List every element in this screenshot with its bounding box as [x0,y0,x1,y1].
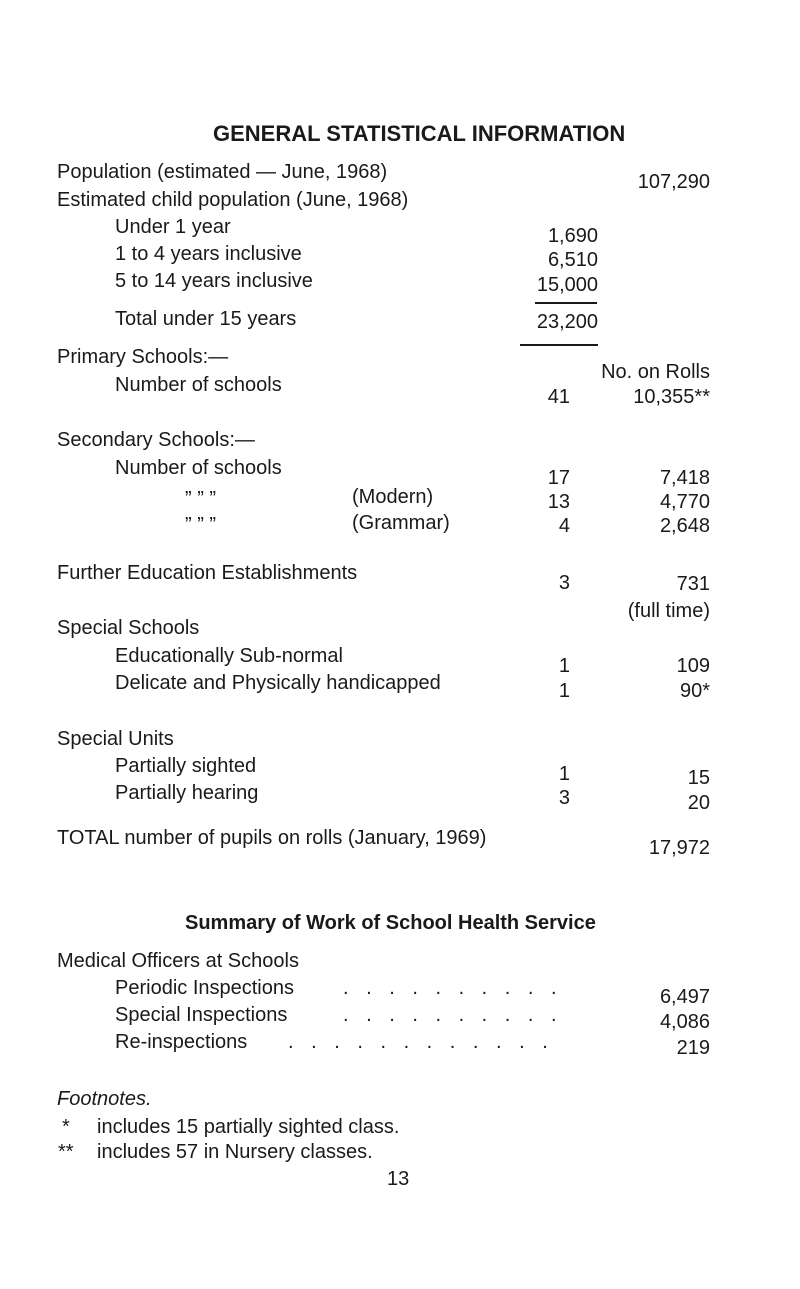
primary-heading: Primary Schools:— [57,346,229,368]
special-school-count: 1 [558,655,570,677]
special-unit-rolls: 15 [687,767,710,789]
age-row-value: 6,510 [547,249,598,271]
further-education-count: 3 [558,572,570,594]
primary-schools-count: 41 [547,386,570,408]
age-row-value: 1,690 [547,225,598,247]
rolls-column-header: No. on Rolls [601,361,710,383]
age-row-label: Under 1 year [115,216,231,238]
page-title: GENERAL STATISTICAL INFORMATION [213,121,626,146]
dot-leader: . . . . . . . . . . [343,977,563,999]
special-unit-label: Partially hearing [115,782,259,804]
population-value: 107,290 [637,171,710,193]
secondary-row-label: Number of schools [115,457,282,479]
full-time-note: (full time) [627,600,710,622]
special-unit-rolls: 20 [687,792,710,814]
further-education-rolls: 731 [676,573,710,595]
population-label: Population (estimated — June, 1968) [57,161,388,183]
secondary-row-label: (Grammar) [352,512,450,534]
inspection-label: Periodic Inspections [115,977,294,999]
age-row-value: 15,000 [536,274,598,296]
secondary-rolls: 4,770 [659,491,710,513]
secondary-rolls: 7,418 [659,467,710,489]
secondary-rolls: 2,648 [659,515,710,537]
age-row-label: 5 to 14 years inclusive [115,270,313,292]
special-school-rolls: 90* [679,680,710,702]
total-pupils-value: 17,972 [648,837,710,859]
subtotal-rule [535,302,597,304]
secondary-row-label: (Modern) [352,486,434,508]
inspection-label: Re-inspections [115,1031,248,1053]
footnote-mark: * [62,1116,70,1138]
summary-title: Summary of Work of School Health Service [185,912,596,934]
inspection-value: 4,086 [659,1011,710,1033]
page-number: 13 [387,1168,410,1190]
footnote-text: includes 57 in Nursery classes. [97,1141,373,1163]
inspection-value: 6,497 [659,986,710,1008]
special-school-label: Educationally Sub-normal [115,645,343,667]
ditto-marks: ” ” ” [185,488,217,510]
primary-rolls: 10,355** [633,386,710,408]
secondary-schools-count: 17 [547,467,570,489]
footnotes-heading: Footnotes. [57,1088,152,1110]
special-school-rolls: 109 [676,655,710,677]
total-rule [520,344,598,346]
footnote-text: includes 15 partially sighted class. [97,1116,400,1138]
ditto-marks: ” ” ” [185,514,217,536]
footnote-mark: ** [58,1141,74,1163]
summary-heading: Medical Officers at Schools [57,950,299,972]
dot-leader: . . . . . . . . . . . . [288,1031,554,1053]
inspection-value: 219 [676,1037,710,1059]
inspection-label: Special Inspections [115,1004,288,1026]
secondary-schools-count: 13 [547,491,570,513]
secondary-heading: Secondary Schools:— [57,429,255,451]
special-school-label: Delicate and Physically handicapped [115,672,441,694]
total-under-15-label: Total under 15 years [115,308,297,330]
age-row-label: 1 to 4 years inclusive [115,243,302,265]
child-population-label: Estimated child population (June, 1968) [57,189,409,211]
special-units-heading: Special Units [57,728,174,750]
total-pupils-label: TOTAL number of pupils on rolls (January, 1969) [57,827,487,849]
special-unit-count: 1 [558,763,570,785]
special-schools-heading: Special Schools [57,617,200,639]
further-education-label: Further Education Establishments [57,562,358,584]
special-unit-label: Partially sighted [115,755,257,777]
dot-leader: . . . . . . . . . . [343,1004,563,1026]
primary-schools-label: Number of schools [115,374,282,396]
total-under-15-value: 23,200 [536,311,598,333]
special-unit-count: 3 [558,787,570,809]
secondary-schools-count: 4 [558,515,570,537]
special-school-count: 1 [558,680,570,702]
